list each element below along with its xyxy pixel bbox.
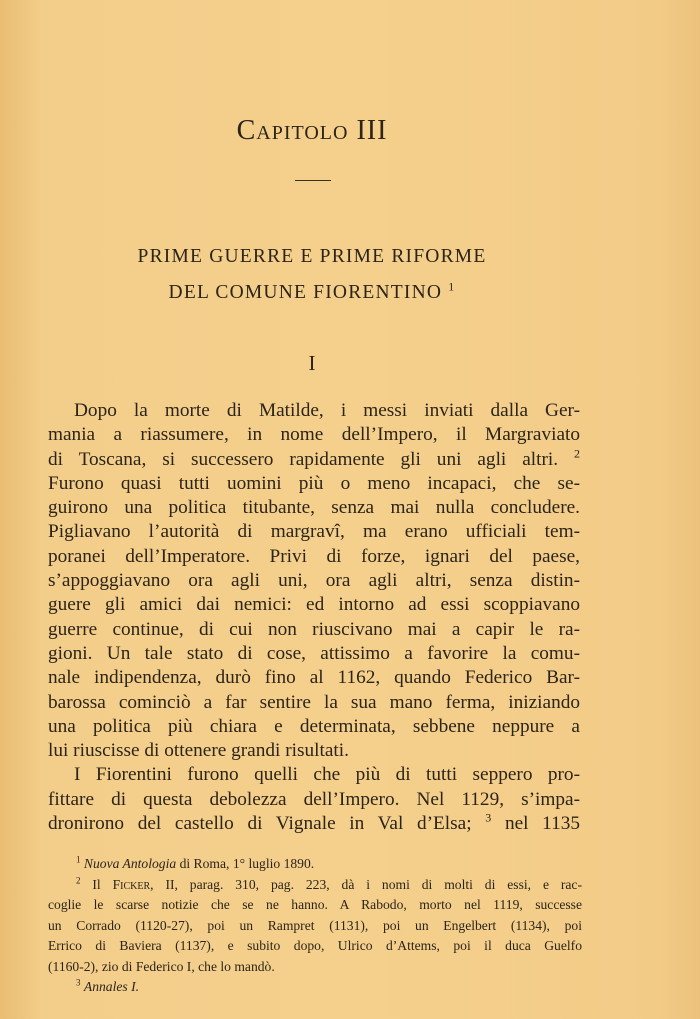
body-line: s’appoggiavano ora agli uni, ora agli altri, senza distin- [48,570,580,592]
body-line: nale indipendenza, durò fino al 1162, quando Federico Bar- [48,667,580,689]
footnote-1 [48,854,582,875]
body-line [48,448,580,472]
body-line-text: di Toscana, si successero rapidamente gli uni agli altri. [48,448,559,470]
section-number: I [308,351,316,375]
footnote-1-title: Nuova Antologia [83,856,177,871]
footnote-2-line: un Corrado (1120-27), poi un Rampret (1131), poi un Engelbert (1134), poi [48,917,582,933]
body-line: barossa cominciò a far sentire la sua mano ferma, iniziando [48,691,580,713]
footnote-1-text: di Roma, 1° luglio 1890. [179,856,315,871]
footnote-3-number: 3 [76,977,81,988]
body-line: guerre continue, di cui non riuscivano mai a capir le ra- [48,618,580,640]
body-line: fittare di questa debolezza dell’Impero. Nel 1129, s’impa- [48,788,580,810]
section-title-line-2 [0,279,624,304]
body-line: Dopo la morte di Matilde, i messi inviati dalla Ger- [74,400,580,421]
footnote-2-line: coglie le scarse notizie che se ne hanno. A Rabodo, morto nel 1119, successe [48,897,582,912]
body-line: guirono una politica titubante, senza mai nulla concludere. [48,497,580,519]
footnote-2-line: Errico di Baviera (1137), e subito dopo, Ulrico d’Attems, poi il duca Guelfo [48,938,582,953]
chapter-title: Capitolo III [236,115,388,146]
section-title-line-1 [0,246,624,268]
footnote-ref-2: 2 [574,446,580,461]
footnote-2-author: Ficker [112,876,151,892]
body-line: Pigliavano l’autorità di margravî, ma erano ufficiali tem- [48,521,580,543]
body-line: una politica più chiara e determinata, sebbene neppure a [48,715,580,737]
section-title-text-2: DEL COMUNE FIORENTINO [168,282,443,303]
body-text [48,399,580,836]
body-line: lui riuscisse di ottenere grandi risultati. [48,740,349,762]
body-line: guere gli amici dai nemici: ed intorno ad essi scoppiavano [48,594,580,616]
body-line-text: dronirono del castello di Vignale in Val d’Elsa; [48,813,472,835]
footnote-2-line: (1160-2), zio di Federico I, che lo mandò. [48,958,275,974]
footnote-2-text: , II, parag. 310, pag. 223, dà i nomi di molti di essi, e rac- [150,876,582,892]
body-line-text: nel 1135 [504,813,580,835]
body-line: mania a riassumere, in nome dell’Impero, il Margraviato [48,424,580,446]
body-line: gioni. Un tale stato di cose, attissimo a favorire la comu- [48,642,580,664]
body-line [48,812,580,836]
footnote-ref-3: 3 [485,810,492,825]
footnote-2-number: 2 [76,874,81,885]
footnote-3 [48,977,582,998]
body-line: Furono quasi tutti uomini più o meno incapaci, che se- [48,472,580,494]
footnote-3-title: Annales I. [83,979,140,994]
section-title-text-1: PRIME GUERRE E PRIME RIFORME [137,246,487,267]
body-line: poranei dell’Imperatore. Privi di forze, ignari del paese, [48,545,580,567]
footnote-ref-1: 1 [448,279,456,294]
title-rule [295,180,331,181]
footnotes [48,854,582,998]
body-line: I Fiorentini furono quelli che più di tutti seppero pro- [74,764,580,786]
footnote-1-number: 1 [76,854,81,865]
footnote-2-line: $^2$ Il Ficker, II, parag. 310, pag. 223, dà i nomi di molti di essi, e rac- [76,874,582,892]
